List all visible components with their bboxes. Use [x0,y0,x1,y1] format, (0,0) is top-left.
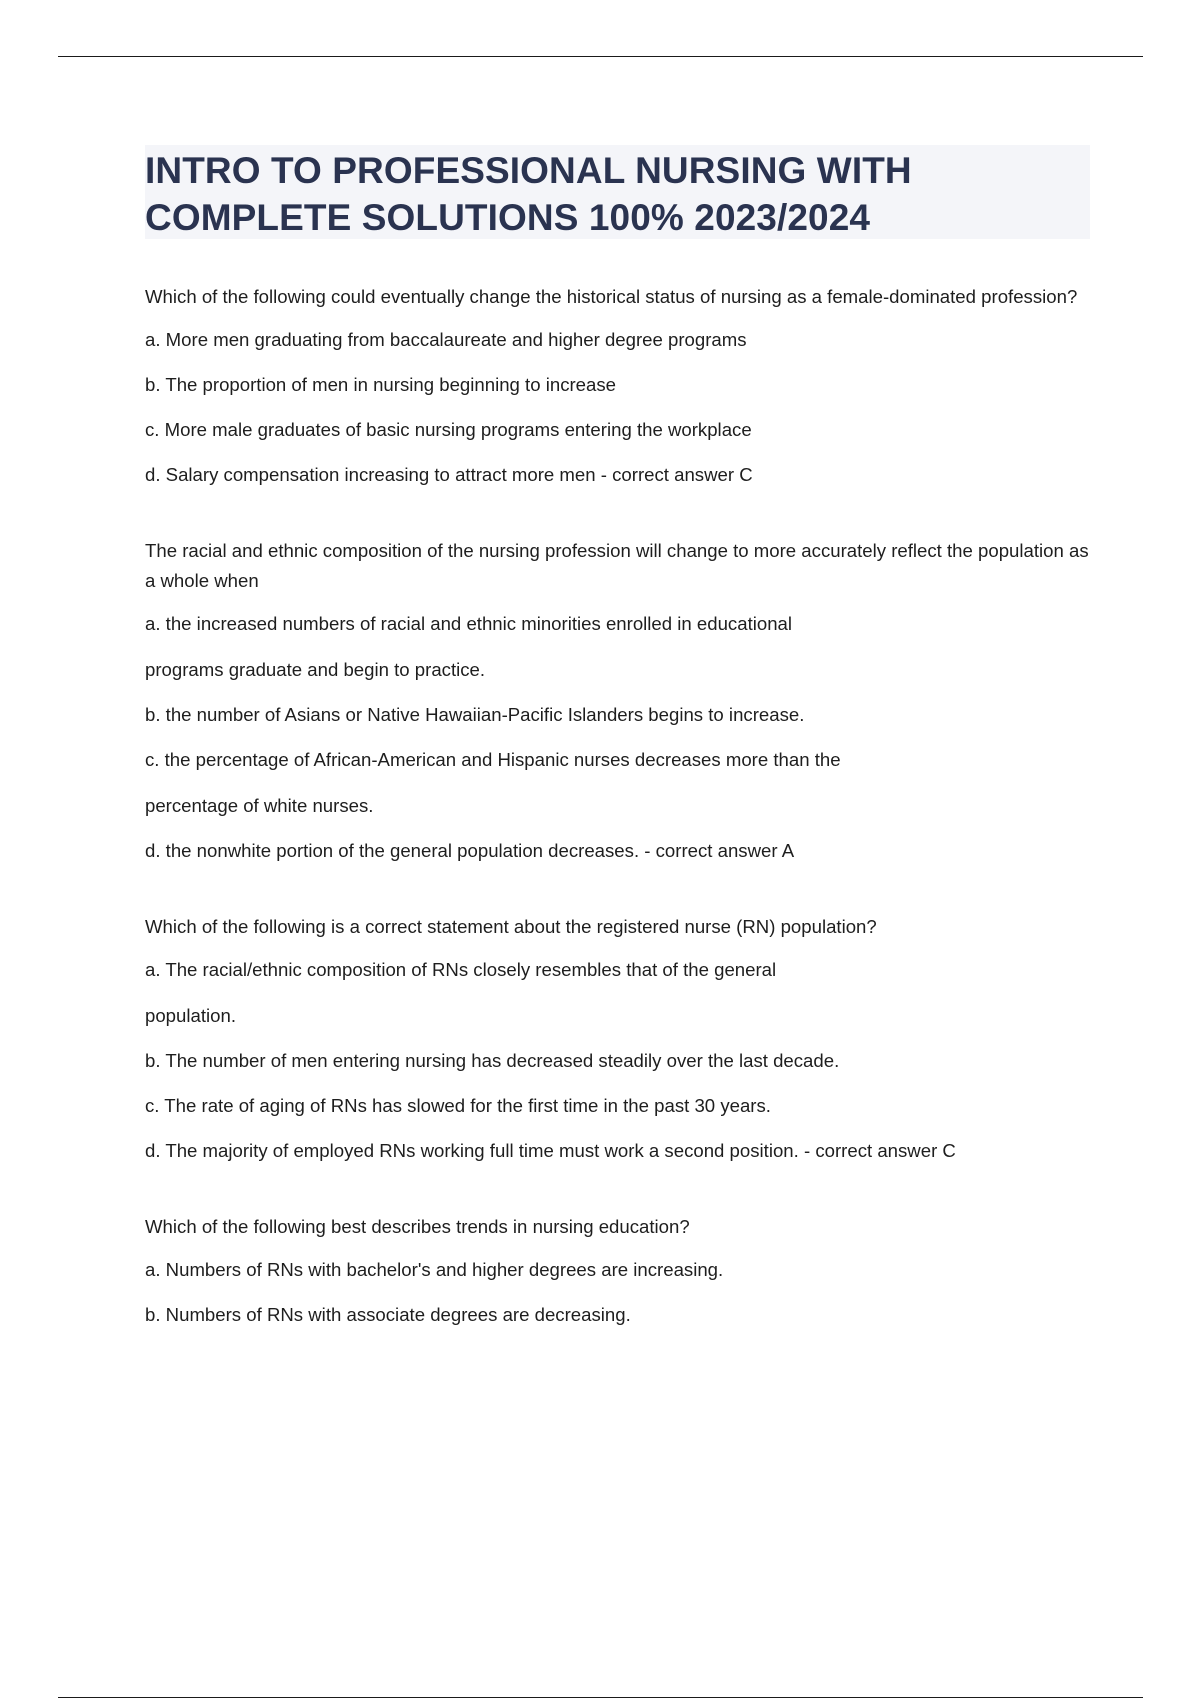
answer-option-line: a. the increased numbers of racial and ethnic minorities enrolled in educational [145,613,793,634]
answer-option-line: a. Numbers of RNs with bachelor's and higher degrees are increasing. [145,1259,724,1280]
answer-option [145,700,1090,730]
answer-option-line: c. More male graduates of basic nursing programs entering the workplace [145,419,752,440]
answer-option-line: b. Numbers of RNs with associate degrees are decreasing. [145,1304,631,1325]
bottom-divider [58,1697,1143,1698]
answer-option-line: b. The proportion of men in nursing beginning to increase [145,374,616,395]
answer-option [145,415,1090,445]
question-text: Which of the following could eventually change the historical status of nursing as a female-dominated profession? [145,286,1078,307]
question-text: Which of the following is a correct statement about the registered nurse (RN) population? [145,916,877,937]
answer-option [145,1091,1090,1121]
question-block [145,282,1090,490]
document-title [145,147,1090,241]
answer-option-line: programs graduate and begin to practice. [145,659,486,680]
answer-option-line: a. More men graduating from baccalaureate and higher degree programs [145,329,747,350]
question-block [145,912,1090,1166]
answer-option [145,955,1090,1031]
answer-option [145,325,1090,355]
answer-option-line: a. The racial/ethnic composition of RNs closely resembles that of the general [145,959,777,980]
answer-option-line: b. the number of Asians or Native Hawaiian-Pacific Islanders begins to increase. [145,704,805,725]
top-divider [58,56,1143,57]
title-line-1: INTRO TO PROFESSIONAL NURSING WITH [145,150,912,191]
answer-option-line: d. Salary compensation increasing to attract more men - correct answer C [145,464,753,485]
answer-option [145,1136,1090,1166]
answer-option [145,836,1090,866]
question-list [145,282,1090,1376]
answer-option-line: b. The number of men entering nursing has decreased steadily over the last decade. [145,1050,840,1071]
answer-option-line: c. The rate of aging of RNs has slowed for the first time in the past 30 years. [145,1095,771,1116]
answer-option-line: d. the nonwhite portion of the general population decreases. - correct answer A [145,840,795,861]
answer-option-line: d. The majority of employed RNs working full time must work a second position. - correct answer C [145,1140,956,1161]
answer-option-line: population. [145,1005,236,1026]
title-banner [145,145,1090,239]
answer-option [145,370,1090,400]
question-block [145,536,1090,866]
answer-option [145,609,1090,685]
answer-option [145,460,1090,490]
title-line-2: COMPLETE SOLUTIONS 100% 2023/2024 [145,197,871,238]
answer-option [145,745,1090,821]
question-block [145,1212,1090,1330]
answer-option [145,1255,1090,1285]
question-text: Which of the following best describes trends in nursing education? [145,1216,690,1237]
answer-option-line: percentage of white nurses. [145,795,374,816]
question-text: The racial and ethnic composition of the nursing profession will change to more accurately reflect the population as a whole when [145,540,1089,591]
answer-option [145,1300,1090,1330]
answer-option [145,1046,1090,1076]
answer-option-line: c. the percentage of African-American and Hispanic nurses decreases more than the [145,749,841,770]
